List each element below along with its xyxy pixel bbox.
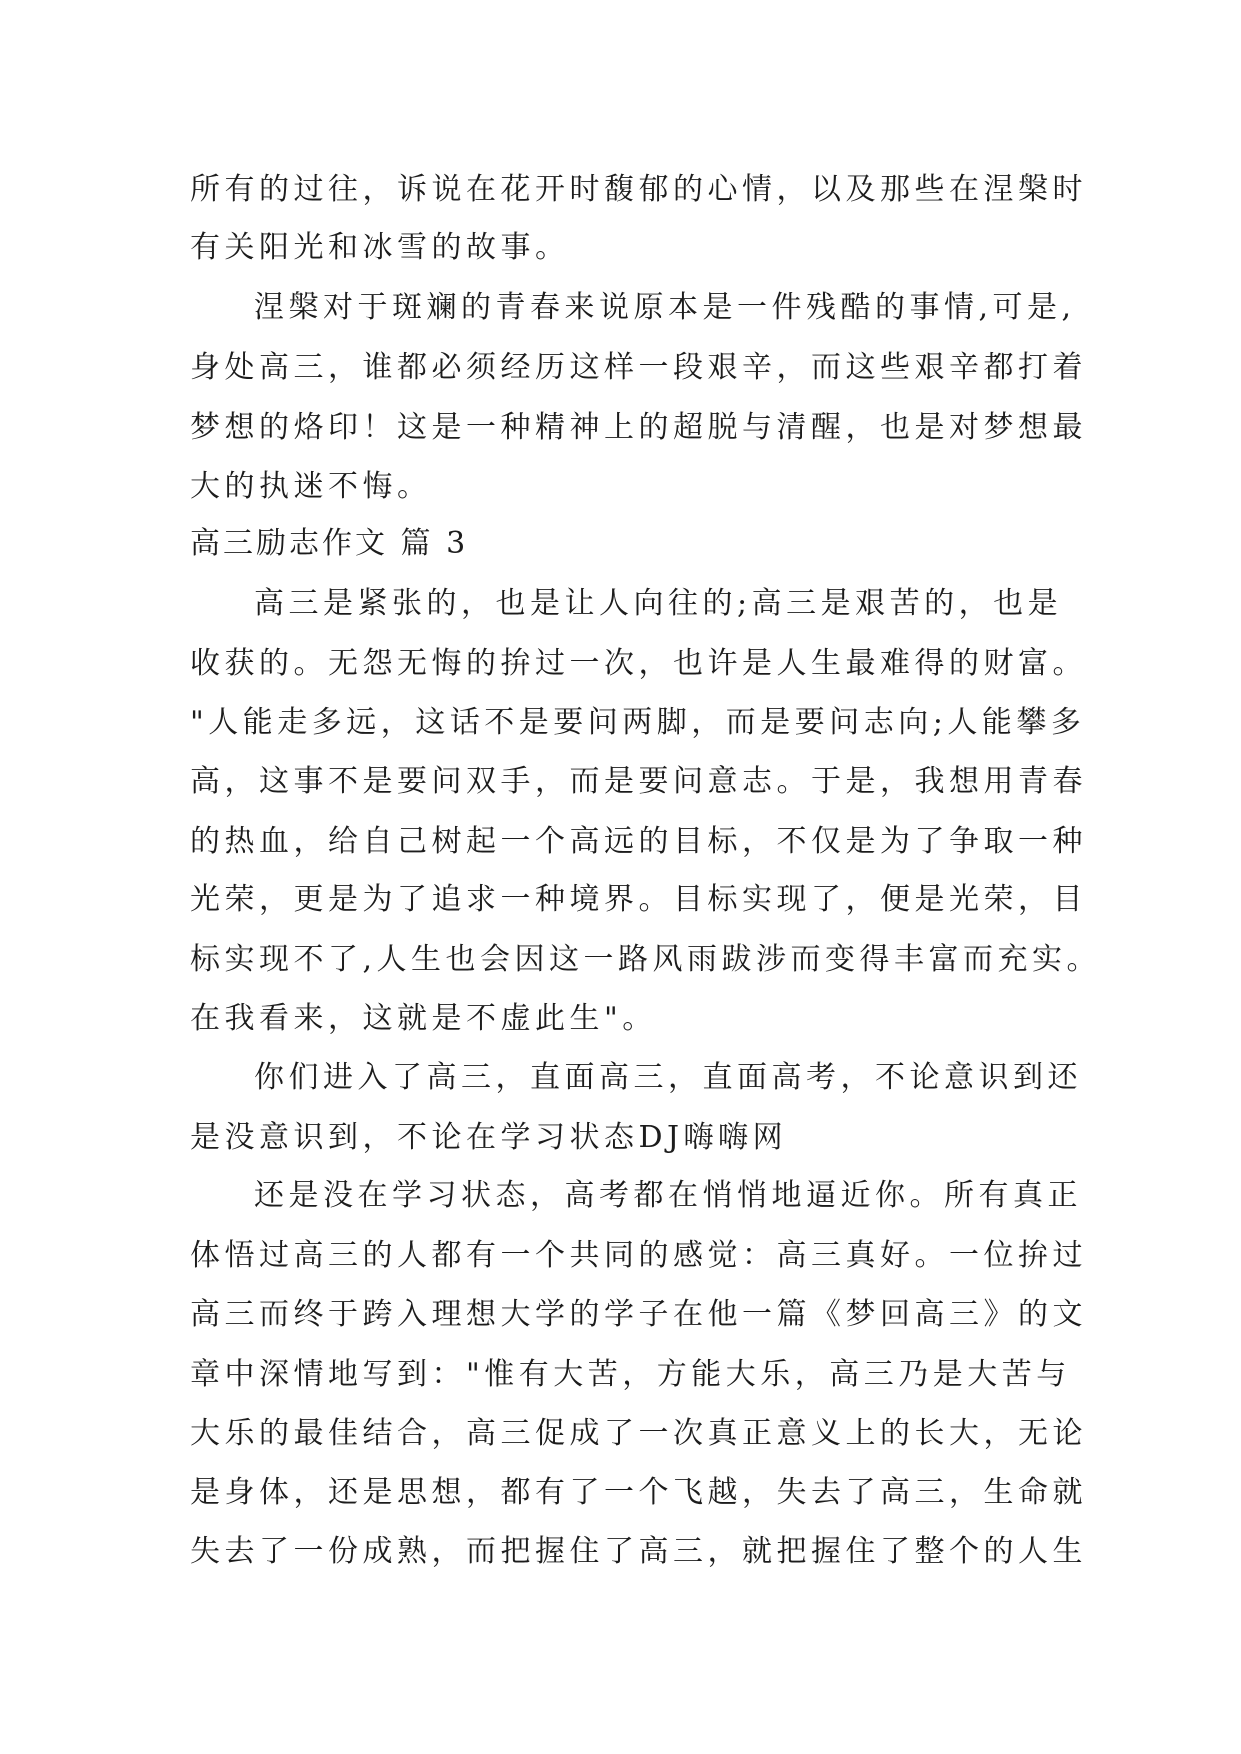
- section-heading: 高三励志作文 篇 3: [190, 526, 469, 561]
- text-line: 所有的过往，诉说在花开时馥郁的心情，以及那些在涅槃时: [190, 172, 1087, 207]
- text-line: 是身体，还是思想，都有了一个飞越，失去了高三，生命就: [190, 1475, 1087, 1510]
- paragraph-start-line: 涅槃对于斑斓的青春来说原本是一件残酷的事情,可是,: [254, 290, 1076, 325]
- text-line: 高，这事不是要问双手，而是要问意志。于是，我想用青春: [190, 764, 1087, 799]
- text-line: 有关阳光和冰雪的故事。: [190, 230, 570, 265]
- text-line: 收获的。无怨无悔的拚过一次，也许是人生最难得的财富。: [190, 646, 1087, 681]
- text-line: 梦想的烙印！这是一种精神上的超脱与清醒，也是对梦想最: [190, 410, 1087, 445]
- text-line: 身处高三，谁都必须经历这样一段艰辛，而这些艰辛都打着: [190, 350, 1087, 385]
- text-line: 体悟过高三的人都有一个共同的感觉：高三真好。一位拚过: [190, 1238, 1087, 1273]
- text-line: 标实现不了,人生也会因这一路风雨跋涉而变得丰富而充实。: [190, 942, 1102, 977]
- text-line: 失去了一份成熟，而把握住了高三，就把握住了整个的人生: [190, 1534, 1087, 1569]
- text-line: 大的执迷不悔。: [190, 469, 432, 504]
- text-line: 在我看来，这就是不虚此生"。: [190, 1001, 657, 1036]
- paragraph-start-line: 还是没在学习状态，高考都在悄悄地逼近你。所有真正: [254, 1178, 1082, 1213]
- text-line: "人能走多远，这话不是要问两脚，而是要问志向;人能攀多: [190, 705, 1086, 740]
- text-line: 高三而终于跨入理想大学的学子在他一篇《梦回高三》的文: [190, 1297, 1087, 1332]
- paragraph-start-line: 高三是紧张的，也是让人向往的;高三是艰苦的，也是: [254, 586, 1063, 621]
- text-line: 大乐的最佳结合，高三促成了一次真正意义上的长大，无论: [190, 1416, 1087, 1451]
- text-line: 的热血，给自己树起一个高远的目标，不仅是为了争取一种: [190, 824, 1087, 859]
- text-line: 章中深情地写到："惟有大苦，方能大乐，高三乃是大苦与: [190, 1357, 1071, 1392]
- text-line: 光荣，更是为了追求一种境界。目标实现了，便是光荣，目: [190, 882, 1087, 917]
- paragraph-start-line: 你们进入了高三，直面高三，直面高考，不论意识到还: [254, 1060, 1082, 1095]
- text-line: 是没意识到，不论在学习状态DJ嗨嗨网: [190, 1120, 788, 1155]
